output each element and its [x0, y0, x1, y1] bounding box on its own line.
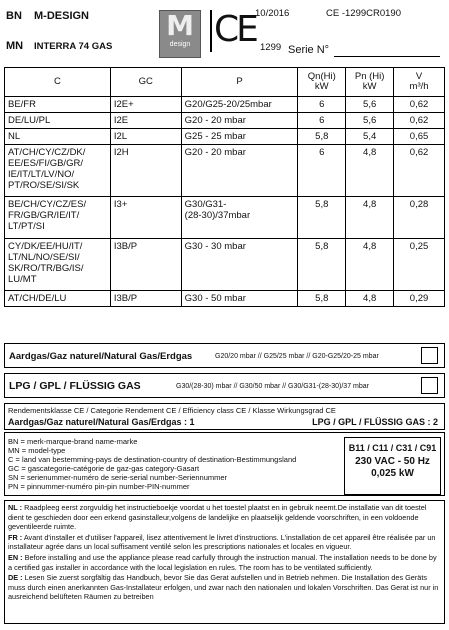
pressure-cell: G30 - 30 mbar [181, 239, 298, 291]
gas-category-cell: I3B/P [110, 291, 181, 307]
table-row [5, 291, 445, 307]
voltage: 230 VAC - 50 Hz [355, 456, 430, 467]
appliance-types: B11 / C11 / C31 / C91 [348, 443, 437, 453]
pn-cell: 5,4 [346, 129, 394, 145]
volume-cell: 0,62 [394, 113, 445, 129]
natural-gas-label: Aardgas/Gaz naturel/Natural Gas/Erdgas [9, 351, 193, 362]
legend-item: MN = model-type [8, 446, 66, 455]
pn-cell: 5,6 [346, 97, 394, 113]
qn-cell: 6 [298, 97, 346, 113]
model-row [6, 40, 112, 52]
bn-label: BN [6, 10, 22, 22]
lang-en: EN : [8, 552, 23, 562]
instruction-en [8, 553, 442, 572]
lang-de: DE : [8, 573, 23, 583]
lang-fr: FR : [8, 532, 23, 542]
instruction-fr [8, 533, 442, 552]
efficiency-title: Rendementsklasse CE / Categorie Rendement CE / Efficiency class CE / Klasse Wirkungsgrad CE [8, 406, 336, 415]
gas-category-cell: I2H [110, 145, 181, 197]
pressure-cell: G30 - 50 mbar [181, 291, 298, 307]
model-name: INTERRA 74 GAS [34, 41, 113, 52]
qn-cell: 6 [298, 145, 346, 197]
legend-item: BN = merk-marque-brand name-marke [8, 437, 138, 446]
gas-category-cell: I2E+ [110, 97, 181, 113]
volume-cell: 0,62 [394, 97, 445, 113]
serial-number-label: Serie N° [288, 44, 330, 56]
qn-cell: 5,8 [298, 239, 346, 291]
efficiency-class-box [4, 403, 445, 430]
manufacture-date: 10/2016 [255, 8, 290, 19]
qn-cell: 5,8 [298, 129, 346, 145]
text-nl: Raadpleeg eerst zorgvuldig het instructieboekje voordat u het toestel plaatst en in gebruik neemt.De installatie van dit toestel dient te geschieden door een erkend gasinstalleur,volgens de landelijke en plaatselijk geldende voorschriften, in een voldoende geventileerde ruimte. [8, 503, 427, 532]
gas-category-cell: I3+ [110, 197, 181, 239]
natural-gas-checkbox[interactable] [421, 347, 438, 364]
text-en: Before installing and use the appliance please read carfully through the instruction manual. The installation needs to be done by a certified gas installer in accordance with the local legislation en rules. The room has to be ventilated sufficiently. [8, 552, 437, 572]
electrical-spec-box [344, 437, 441, 495]
legend-box [4, 432, 445, 496]
legend-list [8, 437, 296, 491]
table-row [5, 197, 445, 239]
col-pressure: P [181, 68, 298, 97]
table-row [5, 129, 445, 145]
legend-item: GC = gascategorie-catégorie de gaz-gas category-Gasart [8, 464, 200, 473]
ce-mark: CE [210, 10, 270, 52]
col-pn: Pn (Hi) kW [346, 68, 394, 97]
natural-gas-detail: G20/20 mbar // G25/25 mbar // G20-G25/20-25 mbar [215, 353, 379, 360]
m-design-logo [159, 10, 201, 58]
lpg-detail: G30/(28-30) mbar // G30/50 mbar // G30/G31-(28-30)/37 mbar [176, 383, 369, 390]
qn-cell: 5,8 [298, 197, 346, 239]
col-qn: Qn(Hi) kW [298, 68, 346, 97]
gas-category-cell: I2E [110, 113, 181, 129]
pn-cell: 4,8 [346, 197, 394, 239]
instructions-text [8, 503, 442, 603]
country-cell: NL [5, 129, 111, 145]
pressure-cell: G25 - 25 mbar [181, 129, 298, 145]
natural-gas-box [4, 343, 445, 368]
qn-cell: 5,8 [298, 291, 346, 307]
efficiency-lpg: LPG / GPL / FLÜSSIG GAS : 2 [312, 417, 438, 427]
pressure-cell: G20 - 20 mbar [181, 145, 298, 197]
efficiency-natural-gas: Aardgas/Gaz naturel/Natural Gas/Erdgas : 1 [8, 417, 195, 427]
instruction-nl [8, 503, 442, 532]
col-gas-category: GC [110, 68, 181, 97]
volume-cell: 0,29 [394, 291, 445, 307]
notified-body-number: 1299 [260, 42, 282, 53]
country-cell: BE/CH/CY/CZ/ES/ FR/GB/GR/IE/IT/ LT/PT/SI [5, 197, 111, 239]
table-row [5, 145, 445, 197]
table-row [5, 239, 445, 291]
pressure-cell: G20 - 20 mbar [181, 113, 298, 129]
mn-label: MN [6, 40, 24, 52]
pn-cell: 4,8 [346, 239, 394, 291]
text-fr: Avant d'installer et d'utiliser l'appareil, lisez attentivement le livret d'instructions. L'installation de cet appareil être réalisée par un installateur agrée dans un local suffisament ventilé selon les prescriptions nationales et locales en vigueur. [8, 532, 436, 552]
rating-plate [4, 4, 445, 626]
brand-name-row [6, 10, 89, 22]
volume-cell: 0,62 [394, 145, 445, 197]
country-cell: AT/CH/CY/CZ/DK/ EE/ES/FI/GB/GR/ IE/IT/LT/LV/NO/ PT/RO/SE/SI/SK [5, 145, 111, 197]
col-volume: V m³/h [394, 68, 445, 97]
legend-item: C = land van bestemming-pays de destination-country of destination-Bestimmungsland [8, 455, 297, 464]
gas-category-table [4, 67, 445, 307]
text-de: Lesen Sie zuerst sorgfältig das Handbuch, bevor Sie das Gerat aufstellen und in Betrieb nehmen. Die Installation des Geräts muss durch einen anerkannten Gas-Installateur erfolgen, und zwar nach den nationalen und lokalen Vorschriften. Das Gerat ist nur in ausreichend belüfteten Räumen zu betreiben [8, 573, 439, 602]
pn-cell: 4,8 [346, 291, 394, 307]
legend-item: PN = pinnummer-numéro pin-pin number-PIN-nummer [8, 482, 190, 491]
legend-item: SN = serienummer-numéro de serie-serial number-Seriennummer [8, 473, 228, 482]
plate-header [4, 4, 445, 66]
col-country: C [5, 68, 111, 97]
brand-name: M-DESIGN [34, 10, 89, 22]
qn-cell: 6 [298, 113, 346, 129]
table-row [5, 97, 445, 113]
pressure-cell: G30/G31- (28-30)/37mbar [181, 197, 298, 239]
lang-nl: NL : [8, 503, 23, 512]
volume-cell: 0,28 [394, 197, 445, 239]
volume-cell: 0,65 [394, 129, 445, 145]
logo-text: design [169, 41, 191, 48]
country-cell: CY/DK/EE/HU/IT/ LT/NL/NO/SE/SI/ SK/RO/TR/BG/IS/ LU/MT [5, 239, 111, 291]
pressure-cell: G20/G25-20/25mbar [181, 97, 298, 113]
logo-letter: M [166, 9, 194, 42]
lpg-checkbox[interactable] [421, 377, 438, 394]
power-consumption: 0,025 kW [371, 468, 414, 479]
lpg-box [4, 373, 445, 398]
table-header-row [5, 68, 445, 97]
lpg-label: LPG / GPL / FLÜSSIG GAS [9, 380, 141, 392]
table-row [5, 113, 445, 129]
volume-cell: 0,25 [394, 239, 445, 291]
pn-cell: 5,6 [346, 113, 394, 129]
instructions-box [4, 500, 445, 624]
instruction-de [8, 573, 442, 602]
country-cell: BE/FR [5, 97, 111, 113]
gas-category-cell: I3B/P [110, 239, 181, 291]
gas-category-cell: I2L [110, 129, 181, 145]
serial-number-line [334, 56, 440, 57]
country-cell: DE/LU/PL [5, 113, 111, 129]
pn-cell: 4,8 [346, 145, 394, 197]
country-cell: AT/CH/DE/LU [5, 291, 111, 307]
ce-certificate-code: CE -1299CR0190 [326, 8, 401, 19]
